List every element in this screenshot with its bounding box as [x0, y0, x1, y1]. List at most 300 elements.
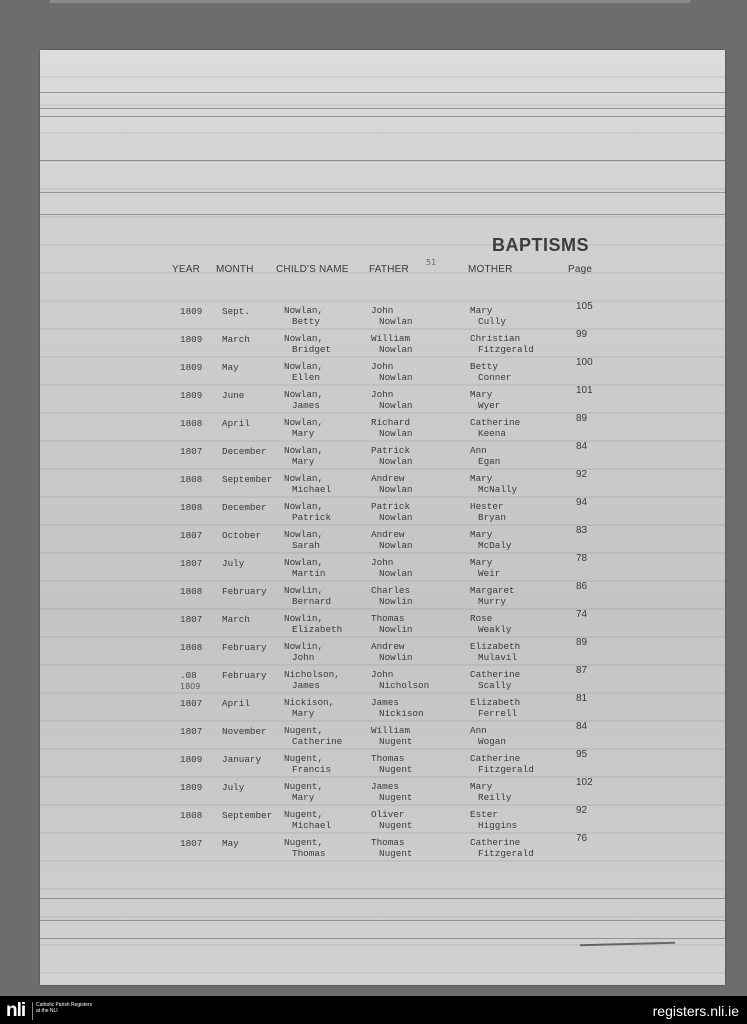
entry-year-correction: 1809 — [180, 682, 201, 691]
mother-forename: Ann — [470, 725, 487, 736]
table-row — [40, 357, 725, 389]
entry-father — [371, 389, 412, 411]
table-row — [40, 693, 725, 725]
entry-mother — [470, 333, 534, 355]
entry-child — [284, 669, 340, 691]
entry-father — [371, 361, 412, 383]
entry-month: September — [222, 810, 273, 821]
entry-month: April — [222, 698, 250, 709]
father-surname: Nowlan — [379, 316, 413, 327]
child-surname: Nowlan, — [284, 361, 324, 372]
table-row — [40, 805, 725, 837]
mother-surname: Wyer — [478, 400, 501, 411]
entry-father — [371, 641, 412, 663]
table-row — [40, 497, 725, 529]
entry-year — [180, 530, 202, 541]
child-forename: Mary — [292, 428, 315, 439]
child-surname: Nowlan, — [284, 529, 324, 540]
child-surname: Nowlan, — [284, 473, 324, 484]
child-surname: Nugent, — [284, 809, 324, 820]
child-surname: Nicholson, — [284, 669, 340, 680]
entry-month: February — [222, 586, 267, 597]
entry-year-value: 1807 — [180, 726, 203, 737]
father-surname: Nugent — [379, 764, 413, 775]
mother-forename: Hester — [470, 501, 504, 512]
father-surname: Nowlin — [379, 624, 413, 635]
entry-year-value: 1807 — [180, 614, 203, 625]
child-forename: Mary — [292, 792, 315, 803]
entry-page: 89 — [576, 413, 588, 424]
entry-father — [371, 697, 424, 719]
mother-surname: Wogan — [478, 736, 506, 747]
entry-child — [284, 557, 325, 579]
entry-year-value: 1809 — [180, 754, 203, 765]
entry-page: 84 — [576, 721, 588, 732]
entry-father — [371, 333, 412, 355]
child-forename: Michael — [292, 820, 332, 831]
entry-child — [284, 809, 331, 831]
entry-father — [371, 501, 412, 523]
entry-mother — [470, 417, 520, 439]
mother-forename: Mary — [470, 529, 493, 540]
entry-father — [371, 305, 412, 327]
ruled-line — [40, 920, 725, 921]
entry-page: 102 — [576, 777, 593, 788]
entry-child — [284, 473, 331, 495]
mother-forename: Mary — [470, 473, 493, 484]
mother-surname: Fitzgerald — [478, 344, 534, 355]
father-surname: Nickison — [379, 708, 424, 719]
entry-father — [371, 669, 429, 691]
mother-surname: McNally — [478, 484, 518, 495]
entry-year — [180, 698, 202, 709]
entry-year-value: 1809 — [180, 306, 203, 317]
entry-year — [180, 754, 202, 765]
entry-mother — [470, 501, 506, 523]
father-surname: Nugent — [379, 792, 413, 803]
page-edge-mark — [580, 942, 675, 946]
mother-surname: Scally — [478, 680, 512, 691]
entry-year-value: 1809 — [180, 362, 203, 373]
ruled-line — [40, 938, 725, 939]
child-forename: Michael — [292, 484, 332, 495]
entry-mother — [470, 445, 500, 467]
table-row — [40, 833, 725, 865]
entry-child — [284, 529, 323, 551]
entry-year — [180, 670, 200, 692]
entry-year — [180, 782, 202, 793]
entry-mother — [470, 725, 506, 747]
entry-month: July — [222, 782, 245, 793]
father-forename: William — [371, 725, 411, 736]
mother-surname: Reilly — [478, 792, 512, 803]
child-surname: Nowlin, — [284, 585, 324, 596]
entry-page: 86 — [576, 581, 588, 592]
table-row — [40, 609, 725, 641]
entry-page: 95 — [576, 749, 588, 760]
entry-year — [180, 838, 202, 849]
child-forename: James — [292, 400, 320, 411]
logo-divider — [32, 1002, 33, 1020]
table-row — [40, 441, 725, 473]
child-surname: Nugent, — [284, 781, 324, 792]
entry-father — [371, 809, 412, 831]
child-surname: Nowlin, — [284, 641, 324, 652]
entry-year — [180, 390, 202, 401]
entry-month: Sept. — [222, 306, 250, 317]
ruled-line — [40, 116, 725, 117]
child-surname: Nowlan, — [284, 389, 324, 400]
entry-father — [371, 417, 412, 439]
entry-year — [180, 810, 202, 821]
entry-father — [371, 557, 412, 579]
entry-year-value: 1808 — [180, 810, 203, 821]
child-surname: Nowlan, — [284, 333, 324, 344]
column-header-month: MONTH — [216, 264, 254, 275]
father-surname: Nowlan — [379, 512, 413, 523]
child-forename: Bridget — [292, 344, 332, 355]
child-surname: Nickison, — [284, 697, 335, 708]
column-header-father: FATHER — [369, 264, 409, 275]
entry-page: 92 — [576, 805, 588, 816]
entry-month: March — [222, 334, 250, 345]
child-surname: Nowlan, — [284, 445, 324, 456]
child-forename: Elizabeth — [292, 624, 343, 635]
pencil-page-note: 51 — [426, 258, 437, 267]
father-surname: Nowlan — [379, 344, 413, 355]
table-row — [40, 553, 725, 585]
ruled-line — [40, 108, 725, 109]
mother-surname: Bryan — [478, 512, 506, 523]
entry-father — [371, 585, 412, 607]
father-forename: Andrew — [371, 529, 405, 540]
father-surname: Nowlin — [379, 596, 413, 607]
entry-child — [284, 501, 331, 523]
father-surname: Nowlan — [379, 428, 413, 439]
mother-surname: Weir — [478, 568, 501, 579]
entry-page: 101 — [576, 385, 593, 396]
entry-year-value: 1808 — [180, 418, 203, 429]
father-forename: John — [371, 389, 394, 400]
entry-year — [180, 558, 202, 569]
entry-month: February — [222, 670, 267, 681]
table-row — [40, 469, 725, 501]
entry-month: December — [222, 446, 267, 457]
entry-page: 94 — [576, 497, 588, 508]
entry-child — [284, 305, 323, 327]
entry-mother — [470, 529, 511, 551]
entry-father — [371, 837, 412, 859]
entry-mother — [470, 697, 520, 719]
entry-child — [284, 389, 323, 411]
mother-forename: Ester — [470, 809, 498, 820]
father-forename: John — [371, 669, 394, 680]
entry-year — [180, 446, 202, 457]
entry-month: May — [222, 362, 239, 373]
mother-surname: Keena — [478, 428, 506, 439]
child-forename: John — [292, 652, 315, 663]
table-row — [40, 413, 725, 445]
entry-month: December — [222, 502, 267, 513]
father-forename: Andrew — [371, 473, 405, 484]
mother-surname: Conner — [478, 372, 512, 383]
table-row — [40, 581, 725, 613]
mother-surname: Weakly — [478, 624, 512, 635]
child-forename: Sarah — [292, 540, 320, 551]
father-forename: James — [371, 781, 399, 792]
column-header-year: YEAR — [172, 264, 201, 275]
entry-year — [180, 726, 202, 737]
entry-month: November — [222, 726, 267, 737]
entry-year-value: .08 — [180, 670, 197, 681]
father-surname: Nowlan — [379, 540, 413, 551]
entry-month: October — [222, 530, 262, 541]
mother-forename: Catherine — [470, 669, 521, 680]
entry-month: June — [222, 390, 245, 401]
entry-mother — [470, 557, 500, 579]
entry-father — [371, 781, 412, 803]
entry-father — [371, 725, 412, 747]
child-forename: Thomas — [292, 848, 326, 859]
ruled-line — [40, 192, 725, 193]
child-surname: Nowlan, — [284, 557, 324, 568]
entry-mother — [470, 473, 517, 495]
child-surname: Nowlan, — [284, 305, 324, 316]
mother-surname: Fitzgerald — [478, 764, 534, 775]
entry-mother — [470, 753, 534, 775]
father-forename: John — [371, 557, 394, 568]
entry-month: March — [222, 614, 250, 625]
entry-mother — [470, 781, 511, 803]
site-link[interactable]: registers.nli.ie — [652, 1003, 739, 1019]
mother-forename: Mary — [470, 305, 493, 316]
mother-forename: Mary — [470, 781, 493, 792]
entry-month: September — [222, 474, 273, 485]
entry-child — [284, 641, 323, 663]
entry-year — [180, 362, 202, 373]
entry-year — [180, 614, 202, 625]
mother-forename: Mary — [470, 557, 493, 568]
child-forename: Ellen — [292, 372, 320, 383]
father-surname: Nowlan — [379, 456, 413, 467]
entry-year-value: 1807 — [180, 558, 203, 569]
entry-month: April — [222, 418, 250, 429]
nli-logo-text: Catholic Parish Registers at the NLI — [36, 1002, 93, 1014]
entry-year-value: 1809 — [180, 782, 203, 793]
table-row — [40, 749, 725, 781]
father-surname: Nugent — [379, 820, 413, 831]
entry-child — [284, 361, 323, 383]
mother-surname: Ferrell — [478, 708, 518, 719]
father-surname: Nowlan — [379, 372, 413, 383]
mother-surname: Higgins — [478, 820, 518, 831]
entry-year-value: 1807 — [180, 698, 203, 709]
mother-forename: Elizabeth — [470, 697, 521, 708]
mother-surname: Cully — [478, 316, 506, 327]
mother-forename: Christian — [470, 333, 521, 344]
mother-forename: Margaret — [470, 585, 515, 596]
entry-year-value: 1808 — [180, 586, 203, 597]
ruled-line — [40, 214, 725, 215]
entry-page: 100 — [576, 357, 593, 368]
entry-year — [180, 418, 202, 429]
child-surname: Nugent, — [284, 725, 324, 736]
entry-mother — [470, 641, 520, 663]
table-row — [40, 301, 725, 333]
entry-year — [180, 586, 202, 597]
entry-page: 84 — [576, 441, 588, 452]
entry-page: 87 — [576, 665, 588, 676]
entry-mother — [470, 809, 517, 831]
father-surname: Nugent — [379, 736, 413, 747]
entry-mother — [470, 305, 506, 327]
table-row — [40, 637, 725, 669]
mother-forename: Catherine — [470, 417, 521, 428]
father-surname: Nowlan — [379, 568, 413, 579]
entry-year-value: 1807 — [180, 530, 203, 541]
father-forename: Oliver — [371, 809, 405, 820]
mother-forename: Elizabeth — [470, 641, 521, 652]
mother-forename: Betty — [470, 361, 498, 372]
table-row — [40, 777, 725, 809]
entry-father — [371, 473, 412, 495]
father-forename: John — [371, 361, 394, 372]
child-forename: Mary — [292, 456, 315, 467]
entry-month: January — [222, 754, 262, 765]
entry-father — [371, 529, 412, 551]
mother-surname: Egan — [478, 456, 501, 467]
mother-surname: Murry — [478, 596, 506, 607]
mother-forename: Rose — [470, 613, 493, 624]
entry-child — [284, 725, 342, 747]
entry-child — [284, 333, 331, 355]
column-header-child: CHILD'S NAME — [276, 264, 349, 275]
entry-year-value: 1808 — [180, 474, 203, 485]
entry-year-value: 1807 — [180, 838, 203, 849]
father-surname: Nowlan — [379, 484, 413, 495]
mother-surname: Fitzgerald — [478, 848, 534, 859]
father-surname: Nicholson — [379, 680, 430, 691]
entry-month: February — [222, 642, 267, 653]
table-row — [40, 329, 725, 361]
footer-bar — [0, 996, 747, 1024]
entry-year-value: 1809 — [180, 390, 203, 401]
entry-month: May — [222, 838, 239, 849]
ruled-line — [40, 92, 725, 93]
mother-forename: Catherine — [470, 837, 521, 848]
entry-year-value: 1807 — [180, 446, 203, 457]
register-page — [40, 50, 725, 985]
child-forename: Mary — [292, 708, 315, 719]
father-forename: James — [371, 697, 399, 708]
top-edge-strip — [50, 0, 690, 3]
entry-child — [284, 697, 334, 719]
entry-mother — [470, 361, 511, 383]
nli-logo: nli — [6, 1000, 26, 1021]
table-row — [40, 525, 725, 557]
father-surname: Nugent — [379, 848, 413, 859]
entry-child — [284, 445, 323, 467]
entry-page: 83 — [576, 525, 588, 536]
child-forename: Betty — [292, 316, 320, 327]
ruled-line — [40, 898, 725, 899]
entry-page: 74 — [576, 609, 588, 620]
entry-year — [180, 334, 202, 345]
entry-year-value: 1808 — [180, 642, 203, 653]
entry-year-value: 1809 — [180, 334, 203, 345]
child-forename: Martin — [292, 568, 326, 579]
mother-surname: Mulavil — [478, 652, 518, 663]
mother-surname: McDaly — [478, 540, 512, 551]
entry-father — [371, 613, 412, 635]
entry-child — [284, 417, 323, 439]
father-surname: Nowlin — [379, 652, 413, 663]
entry-child — [284, 753, 331, 775]
father-forename: Thomas — [371, 837, 405, 848]
entry-child — [284, 585, 331, 607]
entry-page: 78 — [576, 553, 588, 564]
entry-year — [180, 642, 202, 653]
father-forename: Patrick — [371, 501, 411, 512]
column-header-mother: MOTHER — [468, 264, 513, 275]
column-header-page: Page — [568, 264, 593, 275]
entry-mother — [470, 389, 500, 411]
entry-mother — [470, 613, 511, 635]
father-forename: Andrew — [371, 641, 405, 652]
child-forename: Bernard — [292, 596, 332, 607]
baptism-entries — [40, 301, 725, 865]
mother-forename: Catherine — [470, 753, 521, 764]
register-heading: BAPTISMS — [492, 235, 590, 255]
child-forename: Francis — [292, 764, 332, 775]
entry-mother — [470, 837, 534, 859]
entry-page: 89 — [576, 637, 588, 648]
child-surname: Nugent, — [284, 837, 324, 848]
entry-mother — [470, 669, 520, 691]
child-surname: Nugent, — [284, 753, 324, 764]
entry-child — [284, 613, 342, 635]
entry-month: July — [222, 558, 245, 569]
child-surname: Nowlan, — [284, 417, 324, 428]
entry-year — [180, 306, 202, 317]
entry-page: 81 — [576, 693, 588, 704]
entry-child — [284, 781, 323, 803]
ruled-line — [40, 160, 725, 161]
entry-child — [284, 837, 325, 859]
entry-year-value: 1808 — [180, 502, 203, 513]
entry-page: 99 — [576, 329, 588, 340]
father-forename: William — [371, 333, 411, 344]
father-forename: John — [371, 305, 394, 316]
father-forename: Patrick — [371, 445, 411, 456]
mother-forename: Ann — [470, 445, 487, 456]
child-forename: James — [292, 680, 320, 691]
mother-forename: Mary — [470, 389, 493, 400]
table-row — [40, 665, 725, 697]
child-forename: Patrick — [292, 512, 332, 523]
entry-page: 105 — [576, 301, 593, 312]
entry-year — [180, 502, 202, 513]
entry-page: 76 — [576, 833, 588, 844]
entry-mother — [470, 585, 515, 607]
father-surname: Nowlan — [379, 400, 413, 411]
table-row — [40, 721, 725, 753]
father-forename: Charles — [371, 585, 411, 596]
father-forename: Thomas — [371, 753, 405, 764]
entry-page: 92 — [576, 469, 588, 480]
child-surname: Nowlan, — [284, 501, 324, 512]
father-forename: Thomas — [371, 613, 405, 624]
